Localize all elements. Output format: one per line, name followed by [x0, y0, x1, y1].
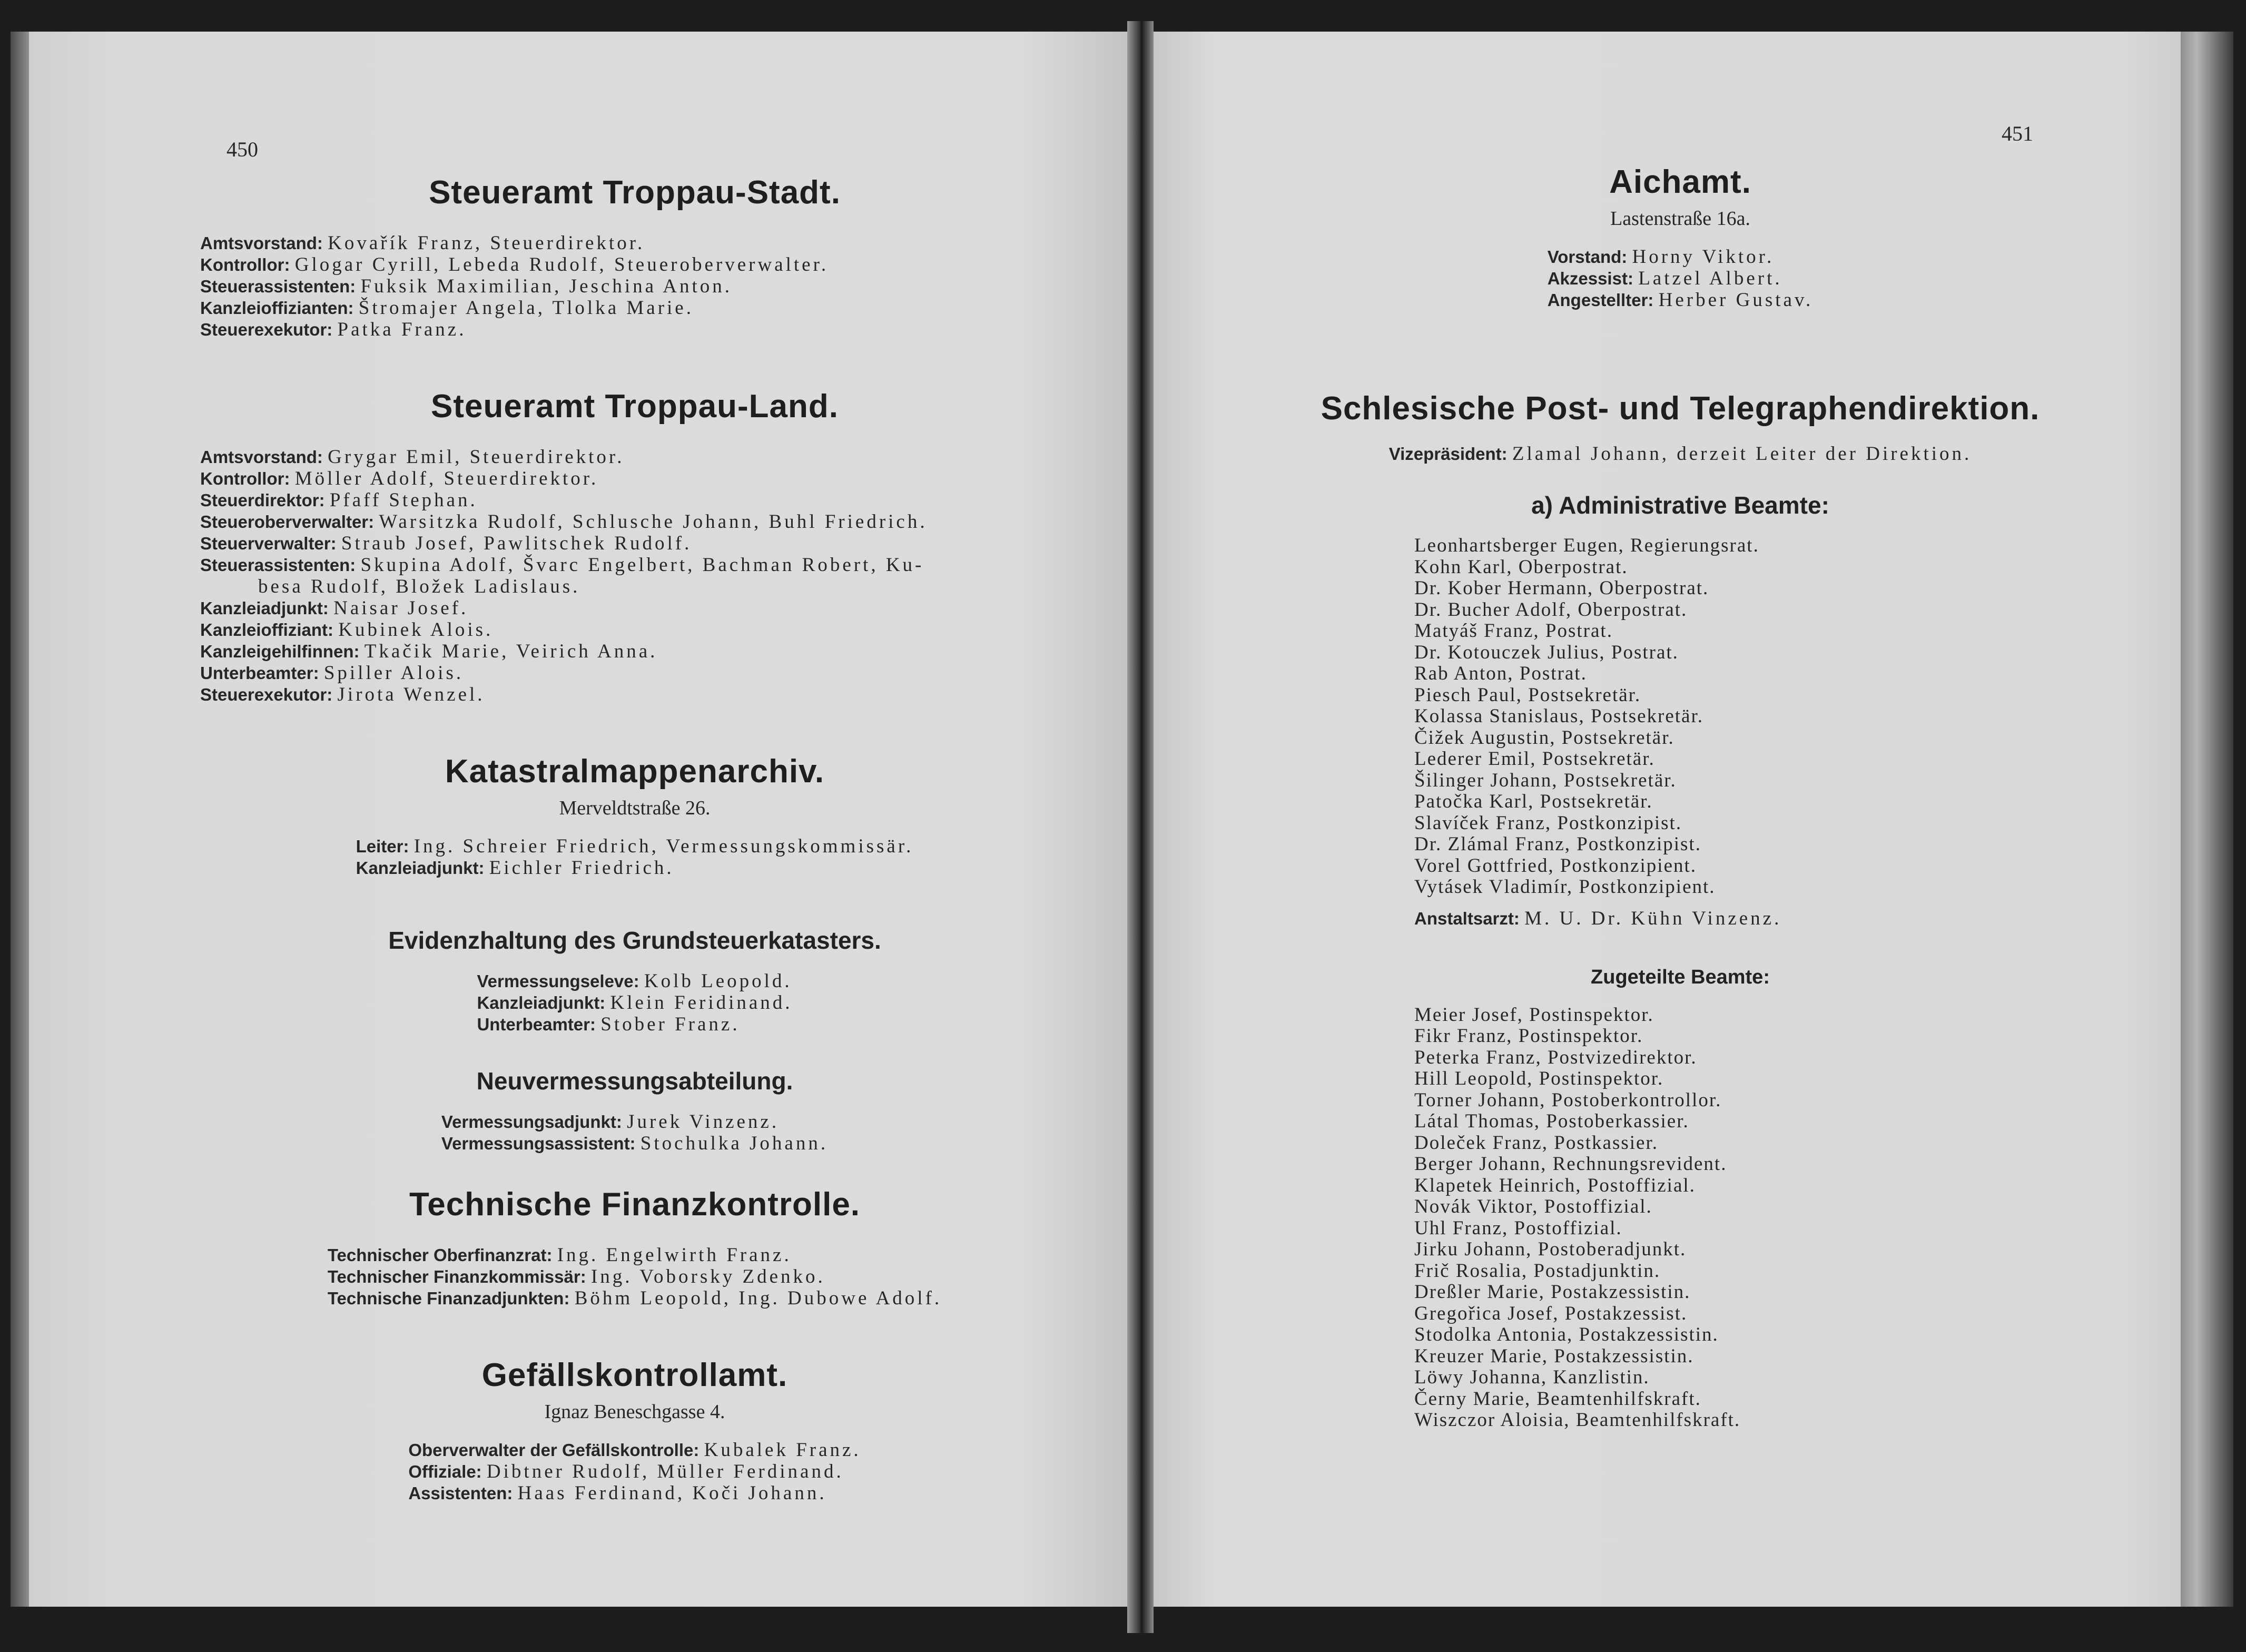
entry-text: Grygar Emil, Steuerdirektor. [328, 446, 625, 468]
arzt-entry [1414, 908, 2075, 929]
post-section [1285, 390, 2075, 1431]
entry-role: Assistenten: [408, 1483, 513, 1503]
entry-role: Unterbeamter: [477, 1015, 596, 1034]
entry-row [200, 684, 1069, 705]
aichamt-section [1285, 163, 2075, 311]
section-entries [441, 1111, 828, 1154]
list-item: Vytásek Vladimír, Postkonzipient. [1414, 876, 1716, 898]
list-item: Doleček Franz, Postkassier. [1414, 1132, 1658, 1154]
section-title: Neuvermessungsabteilung. [476, 1067, 793, 1095]
entry-role: Steuerdirektor: [200, 490, 325, 510]
entry-row [441, 1111, 828, 1133]
entry-role: Steuerexekutor: [200, 685, 333, 704]
list-item: Matyáš Franz, Postrat. [1414, 620, 1613, 642]
section-address: Ignaz Beneschgasse 4. [544, 1401, 725, 1423]
entry-text: besa Rudolf, Bložek Ladislaus. [258, 576, 580, 597]
list-item: Meier Josef, Postinspektor. [1414, 1004, 1654, 1026]
entry-text: Haas Ferdinand, Koči Johann. [517, 1482, 827, 1504]
section-4 [200, 1067, 1069, 1154]
list-item: Löwy Johanna, Kanzlistin. [1414, 1366, 1650, 1388]
entry-text: Jirota Wenzel. [337, 684, 485, 705]
entry-text: Jurek Vinzenz. [627, 1111, 780, 1133]
vize-role: Vizepräsident: [1388, 444, 1508, 464]
aichamt-entries [1548, 246, 1814, 311]
list-item: Lederer Emil, Postsekretär. [1414, 748, 1655, 770]
section-6 [200, 1356, 1069, 1504]
list-item: Gregořica Josef, Postakzessist. [1414, 1302, 1688, 1324]
entry-row [408, 1482, 861, 1504]
entry-text: Štromajer Angela, Tlolka Marie. [358, 297, 694, 319]
list-item: Dr. Kober Hermann, Oberpostrat. [1414, 577, 1709, 599]
list-item: Patočka Karl, Postsekretär. [1414, 791, 1653, 812]
vize-entry [1285, 443, 2075, 465]
list-item: Dr. Zlámal Franz, Postkonzipist. [1414, 833, 1701, 855]
arzt-role: Anstaltsarzt: [1414, 908, 1520, 928]
section-entries [200, 446, 1069, 705]
entry-text: Dibtner Rudolf, Müller Ferdinand. [486, 1461, 844, 1482]
entry-role: Steuerassistenten: [200, 277, 356, 296]
entry-row [328, 1244, 942, 1266]
list-item: Dr. Kotouczek Julius, Postrat. [1414, 641, 1679, 663]
section-address: Merveldtstraße 26. [559, 797, 711, 819]
list-item: Klapetek Heinrich, Postoffizial. [1414, 1174, 1696, 1196]
entry-role: Kanzleigehilfinnen: [200, 642, 360, 661]
entry-text: Horny Viktor. [1632, 246, 1775, 268]
entry-text: Stochulka Johann. [640, 1133, 829, 1154]
entry-row [408, 1461, 861, 1482]
section-3 [200, 926, 1069, 1035]
entry-row [200, 554, 1069, 576]
section-title: Technische Finanzkontrolle. [409, 1186, 861, 1223]
admin-list [1414, 535, 2075, 898]
entry-row [200, 619, 1069, 641]
list-item: Frič Rosalia, Postadjunktin. [1414, 1260, 1661, 1282]
aichamt-address: Lastenstraße 16a. [1610, 208, 1750, 230]
section-title: Gefällskontrollamt. [481, 1357, 788, 1393]
right-page-content [1285, 163, 2075, 1431]
entry-text: Spiller Alois. [323, 662, 464, 684]
entry-row [200, 489, 1069, 511]
entry-row [477, 970, 792, 992]
entry-role: Vermessungseleve: [477, 971, 639, 991]
entry-role: Kanzleiadjunkt: [477, 993, 606, 1012]
section-entries [200, 232, 1069, 340]
entry-role: Technischer Oberfinanzrat: [327, 1245, 553, 1265]
entry-row [200, 662, 1069, 684]
section-1 [200, 388, 1069, 705]
list-item: Berger Johann, Rechnungsrevident. [1414, 1153, 1727, 1175]
entry-text: Straub Josef, Pawlitschek Rudolf. [341, 533, 692, 554]
list-item: Černy Marie, Beamtenhilfskraft. [1414, 1388, 1701, 1410]
entry-role: Steuerexekutor: [200, 320, 333, 339]
entry-role: Amtsvorstand: [200, 447, 323, 467]
entry-row [200, 276, 1069, 297]
entry-text: Pfaff Stephan. [329, 489, 478, 511]
entry-text: Eichler Friedrich. [489, 857, 674, 879]
entry-row [200, 468, 1069, 489]
list-item: Dr. Bucher Adolf, Oberpostrat. [1414, 598, 1688, 621]
book-right-edge [2181, 32, 2233, 1607]
entry-row [200, 597, 1069, 619]
entry-row [477, 1014, 792, 1035]
entry-row [200, 232, 1069, 254]
entry-text: Ing. Schreier Friedrich, Vermessungskommissär. [413, 835, 914, 857]
entry-text: Kolb Leopold. [644, 970, 792, 992]
entry-role: Kanzleioffiziant: [200, 620, 333, 640]
zugeteilt-title: Zugeteilte Beamte: [1591, 966, 1770, 988]
section-entries [328, 1244, 942, 1309]
arzt-name: M. U. Dr. Kühn Vinzenz. [1524, 907, 1782, 929]
entry-text: Kubinek Alois. [338, 619, 494, 641]
entry-role: Steuerassistenten: [200, 555, 356, 575]
zugeteilt-list [1414, 1005, 2075, 1431]
entry-role: Kontrollor: [200, 469, 290, 488]
list-item: Leonhartsberger Eugen, Regierungsrat. [1414, 535, 1759, 556]
entry-row [200, 319, 1069, 340]
list-item: Slavíček Franz, Postkonzipist. [1414, 812, 1682, 834]
list-item: Torner Johann, Postoberkontrollor. [1414, 1089, 1722, 1111]
list-item: Novák Viktor, Postoffizial. [1414, 1196, 1652, 1217]
entry-role: Technische Finanzadjunkten: [327, 1289, 570, 1308]
list-item: Kolassa Stanislaus, Postsekretär. [1414, 705, 1704, 727]
section-title: Steueramt Troppau-Land. [431, 388, 839, 425]
admin-title: a) Administrative Beamte: [1531, 491, 1829, 519]
entry-row [328, 1266, 942, 1287]
section-entries [408, 1439, 861, 1504]
entry-role: Amtsvorstand: [200, 233, 323, 253]
section-title: Katastralmappenarchiv. [445, 753, 825, 790]
vize-name: Zlamal Johann, derzeit Leiter der Direktion. [1512, 443, 1972, 465]
book-gutter [1127, 21, 1154, 1633]
entry-role: Kontrollor: [200, 255, 290, 274]
entry-role: Leiter: [356, 837, 409, 856]
entry-text: Skupina Adolf, Švarc Engelbert, Bachman Robert, Ku- [360, 554, 924, 576]
list-item: Uhl Franz, Postoffizial. [1414, 1217, 1622, 1239]
entry-text: Ing. Engelwirth Franz. [557, 1244, 792, 1266]
page-number-left: 450 [226, 137, 258, 161]
list-item: Vorel Gottfried, Postkonzipient. [1414, 854, 1697, 877]
list-item: Peterka Franz, Postvizedirektor. [1414, 1046, 1697, 1068]
entry-row [441, 1133, 828, 1154]
entry-text: Kubalek Franz. [704, 1439, 861, 1461]
list-item: Kreuzer Marie, Postakzessistin. [1414, 1345, 1694, 1367]
entry-role: Unterbeamter: [200, 663, 319, 683]
entry-row [328, 1287, 942, 1309]
entry-row [200, 446, 1069, 468]
entry-row [200, 297, 1069, 319]
section-title: Evidenzhaltung des Grundsteuerkatasters. [388, 927, 881, 954]
entry-row [356, 835, 914, 857]
entry-text: Ing. Voborsky Zdenko. [590, 1266, 825, 1287]
entry-text: Fuksik Maximilian, Jeschina Anton. [360, 276, 732, 297]
entry-row [200, 511, 1069, 533]
entry-role: Offiziale: [408, 1462, 482, 1481]
section-title: Steueramt Troppau-Stadt. [429, 174, 841, 211]
list-item: Hill Leopold, Postinspektor. [1414, 1068, 1664, 1089]
entry-role: Kanzleiadjunkt: [200, 598, 329, 618]
page-number-right: 451 [2002, 122, 2033, 145]
entry-row [477, 992, 792, 1014]
post-title: Schlesische Post- und Telegraphendirektion. [1321, 390, 2040, 427]
entry-text: Tkačik Marie, Veirich Anna. [364, 641, 658, 662]
entry-role: Steuerverwalter: [200, 534, 337, 553]
list-item: Piesch Paul, Postsekretär. [1414, 684, 1641, 706]
section-5 [200, 1186, 1069, 1309]
entry-text: Herber Gustav. [1658, 289, 1814, 311]
section-entries [477, 970, 792, 1035]
entry-row [200, 533, 1069, 554]
entry-role: Akzessist: [1547, 269, 1633, 288]
entry-row [200, 254, 1069, 276]
entry-role: Angestellter: [1547, 290, 1654, 310]
entry-role: Oberverwalter der Gefällskontrolle: [408, 1440, 700, 1460]
list-item: Látal Thomas, Postoberkassier. [1414, 1110, 1689, 1132]
entry-text: Böhm Leopold, Ing. Dubowe Adolf. [574, 1287, 942, 1309]
entry-row [1548, 268, 1814, 289]
aichamt-title: Aichamt. [1609, 164, 1751, 200]
entry-role: Kanzleioffizianten: [200, 298, 354, 318]
list-item: Dreßler Marie, Postakzessistin. [1414, 1281, 1691, 1303]
book-left-edge [11, 32, 32, 1607]
list-item: Šilinger Johann, Postsekretär. [1414, 769, 1677, 791]
entry-role: Vermessungsadjunkt: [441, 1112, 622, 1132]
entry-text: Latzel Albert. [1638, 268, 1782, 289]
list-item: Jirku Johann, Postoberadjunkt. [1414, 1238, 1687, 1260]
entry-role: Vermessungsassistent: [441, 1134, 636, 1153]
list-item: Kohn Karl, Oberpostrat. [1414, 556, 1628, 578]
entry-row [200, 641, 1069, 662]
entry-role: Kanzleiadjunkt: [356, 858, 485, 878]
entry-row [1548, 246, 1814, 268]
entry-row [200, 576, 1069, 597]
list-item: Wiszczor Aloisia, Beamtenhilfskraft. [1414, 1409, 1741, 1431]
left-page-content [200, 174, 1069, 1551]
entry-role: Steueroberverwalter: [200, 512, 375, 532]
entry-role: Vorstand: [1547, 247, 1628, 267]
entry-text: Patka Franz. [337, 319, 467, 340]
list-item: Rab Anton, Postrat. [1414, 663, 1587, 684]
list-item: Čižek Augustin, Postsekretär. [1414, 726, 1674, 749]
list-item: Fikr Franz, Postinspektor. [1414, 1025, 1643, 1047]
entry-text: Warsitzka Rudolf, Schlusche Johann, Buhl Friedrich. [379, 511, 928, 533]
entry-row [408, 1439, 861, 1461]
entry-text: Glogar Cyrill, Lebeda Rudolf, Steueroberverwalter. [294, 254, 829, 276]
entry-row [356, 857, 914, 879]
entry-text: Stober Franz. [600, 1014, 740, 1035]
entry-text: Naisar Josef. [333, 597, 469, 619]
list-item: Stodolka Antonia, Postakzessistin. [1414, 1324, 1719, 1345]
section-entries [356, 835, 914, 879]
section-0 [200, 174, 1069, 340]
entry-row [1548, 289, 1814, 311]
section-2 [200, 753, 1069, 879]
entry-text: Klein Feridinand. [610, 992, 793, 1014]
entry-text: Möller Adolf, Steuerdirektor. [294, 468, 599, 489]
entry-text: Kovařík Franz, Steuerdirektor. [328, 232, 645, 254]
entry-role: Technischer Finanzkommissär: [327, 1267, 586, 1286]
